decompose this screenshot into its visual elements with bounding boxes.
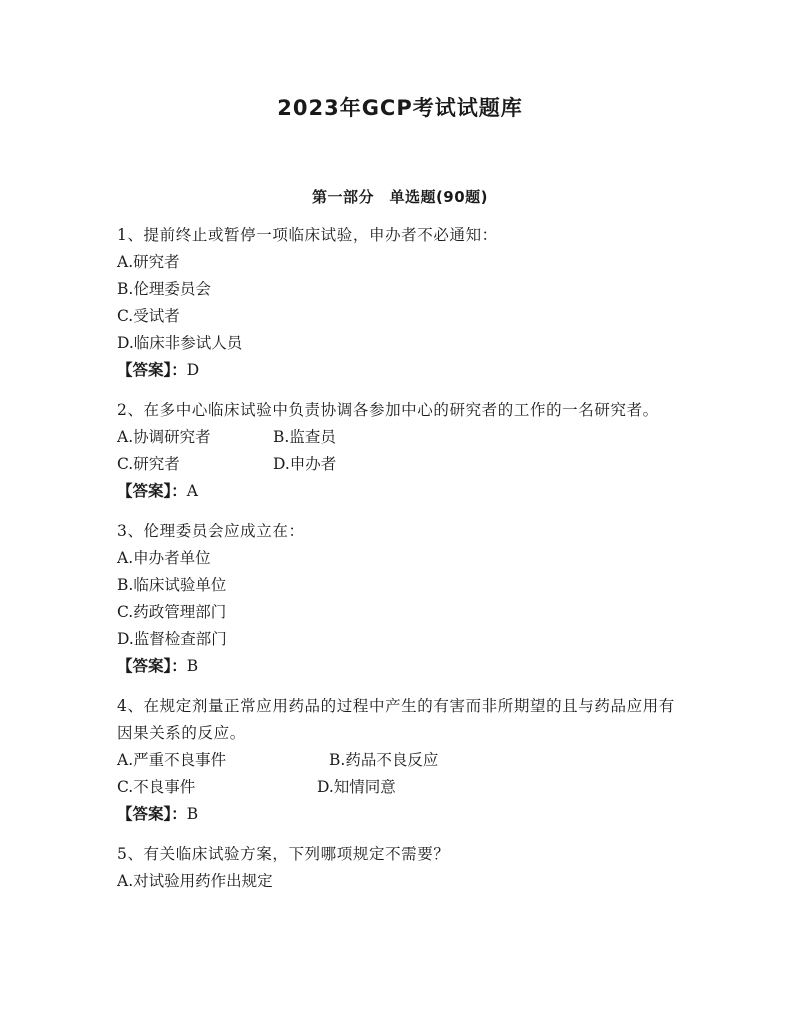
document-title: 2023年GCP考试试题库	[277, 96, 523, 120]
option-a: A.对试验用药作出规定	[117, 872, 273, 890]
option-row	[117, 424, 687, 451]
answer-label: 【答案】：	[117, 657, 187, 675]
option-d: D.知情同意	[317, 778, 396, 796]
option-d: D.临床非参试人员	[117, 334, 243, 352]
answer-line	[117, 357, 687, 384]
option-c: C.研究者	[117, 455, 180, 473]
option-b: B.伦理委员会	[117, 280, 211, 298]
question-list	[117, 222, 687, 908]
answer-label: 【答案】：	[117, 805, 187, 823]
answer-label: 【答案】：	[117, 361, 187, 379]
answer-value: B	[186, 657, 199, 675]
option-c: C.不良事件	[117, 778, 196, 796]
option-d: D.监督检查部门	[117, 630, 227, 648]
option-b: B.监查员	[273, 428, 336, 446]
answer-value: B	[186, 805, 199, 823]
option-a: A.严重不良事件	[117, 751, 227, 769]
option-c: C.药政管理部门	[117, 603, 227, 621]
question-stem: 2、在多中心临床试验中负责协调各参加中心的研究者的工作的一名研究者。	[117, 401, 659, 419]
answer-label: 【答案】：	[117, 482, 187, 500]
section-title: 第一部分 单选题(90题)	[311, 188, 489, 206]
question-1	[117, 222, 687, 384]
answer-line	[117, 478, 687, 505]
answer-value: A	[186, 482, 198, 500]
question-3	[117, 518, 687, 680]
question-2	[117, 397, 687, 505]
answer-line	[117, 801, 687, 828]
option-a: A.研究者	[117, 253, 180, 271]
option-row	[117, 774, 687, 801]
option-a: A.申办者单位	[117, 549, 211, 567]
answer-value: D	[186, 361, 200, 379]
option-d: D.申办者	[273, 455, 337, 473]
option-b: B.临床试验单位	[117, 576, 227, 594]
option-row	[117, 747, 687, 774]
option-b: B.药品不良反应	[329, 751, 439, 769]
option-c: C.受试者	[117, 307, 180, 325]
answer-line	[117, 653, 687, 680]
question-stem: 4、在规定剂量正常应用药品的过程中产生的有害而非所期望的且与药品应用有因果关系的反应。	[117, 697, 675, 742]
question-stem: 3、伦理委员会应成立在：	[117, 522, 305, 540]
question-stem: 5、有关临床试验方案，下列哪项规定不需要？	[117, 845, 450, 863]
question-stem: 1、提前终止或暂停一项临床试验，申办者不必通知：	[117, 226, 498, 244]
option-row	[117, 451, 687, 478]
option-a: A.协调研究者	[117, 428, 211, 446]
question-4	[117, 693, 687, 828]
question-5	[117, 841, 687, 895]
